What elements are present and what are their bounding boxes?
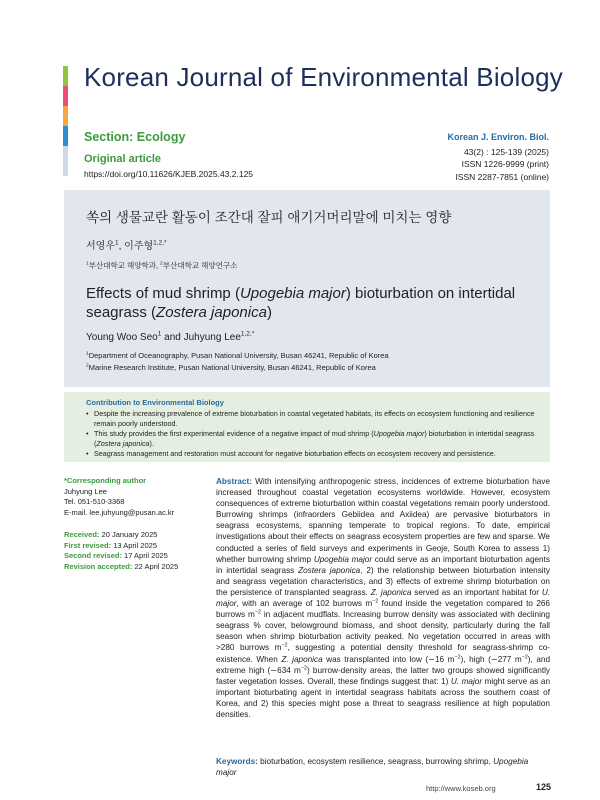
date-line: [64, 551, 209, 562]
contribution-text: This study provides the first experimental evidence of a negative impact of mud shrimp (: [94, 429, 374, 438]
species-name: Upogebia major: [216, 757, 529, 777]
abstract-text: ), and extreme high (∼634 m: [216, 654, 550, 675]
unit-exponent: −2: [300, 664, 307, 671]
color-bar-segment: [63, 86, 68, 106]
species-name: Z. japonica: [370, 587, 412, 597]
author-name: Juhyung Lee: [183, 332, 241, 343]
color-bar-segment: [63, 146, 68, 176]
article-type: Original article: [84, 153, 162, 165]
date-label: Received:: [64, 530, 100, 539]
date-line: [64, 530, 209, 541]
species-name: Zostera japonica: [96, 439, 150, 448]
species-name: Upogebia major: [373, 429, 425, 438]
journal-title: Korean Journal of Environmental Biology: [84, 62, 563, 92]
abstract: [216, 476, 550, 720]
abstract-label: Abstract:: [216, 477, 252, 486]
abstract-text: might serve as an important bioturbating agent in intertidal seagrass habitats across the southern coast of Korea, and 2) this species might pose a threat to seagrass resilience at high population densities.: [216, 676, 551, 719]
english-affiliations: [86, 350, 389, 373]
species-name: Z. japonica: [281, 654, 323, 664]
page-number: 125: [536, 782, 552, 792]
separator: ,: [118, 241, 125, 252]
keywords: [216, 756, 550, 778]
date-label: Second revised:: [64, 551, 122, 560]
contribution-text: Despite the increasing prevalence of extreme bioturbation in coastal vegetated habitats, its effects on ecosystem functioning and resilience remain poorly understood.: [94, 409, 535, 428]
abstract-text: ), high (∼277 m: [460, 654, 522, 664]
abstract-text: With intensifying anthropogenic stress, incidences of extreme bioturbation have increased throughout coastal vegetation ecosystems worldwide. However, ecosystem consequences of extreme bioturbation within coastal vegetations remain poorly understood. Burrowing shrimps (infraorders Gebiidea and Axiidea) are pervasive bioturbators in seagrass ecosystems, spanning temperate to tropical regions. To date, empirical investigations about their effects on seagrass ecosystem properties are few and sparse. We conducted a series of field surveys and experiments in Geoje, South Korea to assess 1) whether burrowing shrimp: [216, 477, 550, 564]
volume-pages: 43(2) : 125-139 (2025): [463, 146, 549, 157]
date-value: 13 April 2025: [113, 540, 157, 550]
affiliation-text: 부산대학교 해양학과,: [88, 261, 161, 270]
species-name: Zostera japonica: [156, 304, 267, 321]
korean-title: 쏙의 생물교란 활동이 조간대 잘피 애기거머리말에 미치는 영향: [86, 210, 452, 225]
species-name: U. major: [216, 587, 550, 609]
date-line: [64, 562, 209, 573]
abstract-text: , suggesting a potential density threshold for seagrass-shrimp co-existence. When: [216, 643, 550, 664]
abstract-text: was transplanted into low (∼16 m: [322, 654, 455, 664]
affiliation-sup: 1: [157, 330, 162, 338]
corresponding-heading: *Corresponding author: [64, 476, 147, 485]
abstract-text: served as an important habitat for: [411, 587, 542, 597]
separator: and: [161, 332, 184, 343]
section-label: Section: Ecology: [84, 130, 186, 144]
english-authors: [86, 332, 254, 343]
abstract-text: found inside the vegetation compared to 266 burrows m: [216, 599, 550, 620]
abstract-text: , with an average of 102 burrows m: [236, 599, 373, 609]
species-name: U. major: [450, 676, 483, 686]
affiliation-text: Department of Oceanography, Pusan National University, Busan 46241, Republic of Korea: [88, 351, 389, 360]
keywords-label: Keywords:: [216, 757, 258, 766]
affiliation-text: Marine Research Institute, Pusan National University, Busan 46241, Republic of Korea: [88, 362, 376, 372]
author-name: Young Woo Seo: [86, 332, 158, 343]
affiliation-sup: 1,2,*: [153, 239, 167, 247]
contribution-item: [86, 449, 542, 459]
affiliation-sup: 2: [86, 363, 89, 368]
affiliation-text: 부산대학교 해양연구소: [162, 261, 238, 270]
color-bar: [63, 66, 68, 176]
contribution-item: [86, 409, 542, 429]
author-name: 서영우: [86, 241, 115, 252]
affiliation-sup: 1: [114, 239, 119, 247]
unit-exponent: −2: [281, 642, 288, 649]
title-text: ) bioturbation on intertidal seagrass (: [86, 285, 516, 321]
affiliation-sup: 1,2,*: [240, 330, 255, 338]
dates-block: [64, 530, 209, 572]
date-line: [64, 541, 209, 552]
date-value: 22 April 2025: [134, 561, 179, 571]
issn-print: ISSN 1226-9999 (print): [461, 159, 549, 169]
sidebar-info: [64, 476, 209, 572]
contribution-heading: Contribution to Environmental Biology: [86, 398, 224, 407]
color-bar-segment: [63, 66, 68, 86]
date-value: 20 January 2025: [101, 530, 158, 539]
date-value: 17 April 2025: [124, 551, 168, 560]
species-name: Upogebia major: [313, 554, 373, 564]
corresponding-email[interactable]: E-mail. lee.juhyung@pusan.ac.kr: [64, 507, 175, 517]
contribution-text: ).: [149, 439, 154, 448]
contribution-text: ) bioturbation in intertidal seagrass (: [94, 429, 535, 448]
date-label: First revised:: [64, 540, 112, 550]
corresponding-tel: Tel. 051-510-3368: [64, 497, 125, 506]
contribution-text: Seagrass management and restoration must account for negative bioturbation effects on ecosystem recovery and persistence.: [94, 449, 496, 458]
affiliation-sup: 1: [86, 351, 89, 357]
abstract-text: could serve as an important bioturbation agents in intertidal seagrass: [216, 554, 550, 575]
corresponding-name: Juhyung Lee: [64, 486, 107, 496]
affiliation-sup: 2: [160, 261, 163, 267]
title-text: Effects of mud shrimp (: [86, 285, 240, 302]
journal-abbrev: Korean J. Environ. Biol.: [447, 132, 549, 142]
footer-url[interactable]: http://www.koseb.org: [426, 784, 496, 793]
unit-exponent: −2: [521, 653, 528, 660]
english-title: [86, 284, 536, 322]
korean-affiliations: [86, 260, 237, 271]
keywords-text: bioturbation, ecosystem resilience, seagrass, burrowing shrimp,: [260, 757, 494, 766]
title-block: [64, 190, 550, 387]
contribution-list: [86, 409, 542, 459]
species-name: Zostera japonica: [298, 565, 361, 575]
journal-meta: [447, 131, 549, 183]
unit-exponent: −2: [254, 609, 261, 616]
contribution-box: [64, 392, 550, 462]
abstract-text: in adjacent mudflats. Increasing burrow density was associated with declining seagrass % cover, belowground biomass, and shoot density, particularly during the fall season when shrimp bioturbation activity peaked. No vegetation occurred in areas with >280 burrows m: [216, 610, 550, 653]
date-label: Revision accepted:: [64, 561, 133, 571]
korean-authors: [86, 237, 167, 252]
contribution-item: [86, 429, 542, 449]
abstract-text: , 2) the relationship between bioturbation intensity and seagrass vegetation characteristics, and 3) effects of extreme shrimp bioturbation on the persistence of transplanted seagrass.: [216, 565, 550, 597]
species-name: Upogebia major: [239, 285, 346, 302]
affiliation-line: [86, 362, 389, 374]
affiliation-sup: 1: [86, 261, 89, 267]
author-name: 이주형: [124, 241, 154, 252]
color-bar-segment: [63, 106, 68, 126]
abstract-text: ) burrow-density areas, the latter two groups showed significantly faster vegetation losses. Overall, these findings suggest that: 1): [216, 665, 551, 686]
color-bar-segment: [63, 126, 68, 146]
affiliation-line: [86, 350, 389, 362]
unit-exponent: −2: [454, 653, 461, 660]
unit-exponent: −2: [372, 598, 379, 605]
issn-online: ISSN 2287-7851 (online): [455, 171, 549, 182]
title-text: ): [266, 304, 272, 321]
doi-link[interactable]: https://doi.org/10.11626/KJEB.2025.43.2.125: [84, 169, 254, 179]
